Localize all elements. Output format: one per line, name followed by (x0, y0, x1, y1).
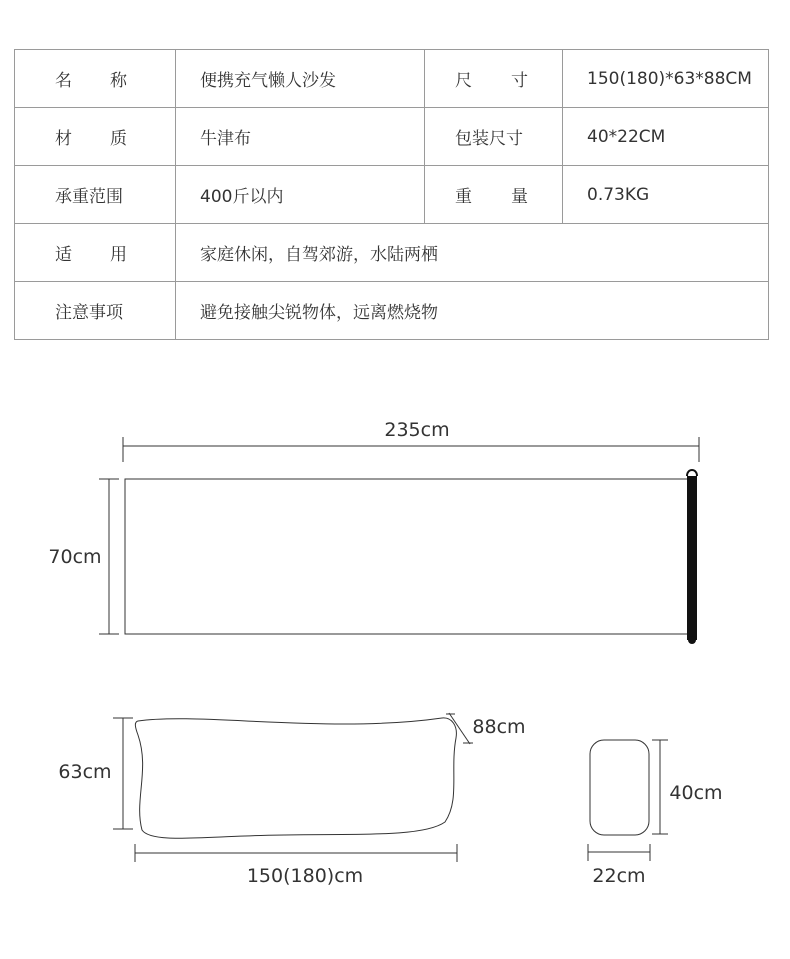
label-char: 重 (455, 187, 472, 207)
label-char: 名 (55, 71, 72, 91)
label-char: 用 (110, 245, 127, 265)
packed-view (588, 740, 668, 861)
label-text: 包装尺寸 (455, 129, 523, 149)
inflated-height-label: 63cm (58, 761, 112, 783)
label-text: 注意事项 (55, 303, 123, 323)
roll-clip-bar (687, 476, 697, 640)
row-value-notes: 避免接触尖锐物体，远离燃烧物 (176, 282, 769, 340)
roll-clip (687, 470, 697, 644)
clip-buckle-bottom (688, 636, 696, 644)
packed-bag-outline (590, 740, 649, 835)
inflated-sofa-outline (135, 718, 456, 838)
row-value-size: 150(180)*63*88CM (563, 50, 769, 108)
label-char: 量 (511, 187, 528, 207)
flat-width-label: 70cm (48, 546, 102, 568)
inflated-length-label: 150(180)cm (246, 865, 364, 887)
dimension-line-depth (449, 713, 470, 744)
flat-view (99, 437, 699, 634)
row-value-name: 便携充气懒人沙发 (176, 50, 425, 108)
inflated-view (113, 713, 473, 862)
label-char: 尺 (455, 71, 472, 91)
row-value-package: 40*22CM (563, 108, 769, 166)
label-text: 承重范围 (55, 187, 123, 207)
row-value-usage: 家庭休闲，自驾郊游，水陆两栖 (176, 224, 769, 282)
label-char: 适 (55, 245, 72, 265)
label-char: 材 (55, 129, 72, 149)
clip-buckle-top (687, 470, 697, 476)
label-char: 寸 (511, 71, 528, 91)
flat-length-label: 235cm (384, 419, 450, 441)
row-value-load: 400斤以内 (176, 166, 425, 224)
flat-sofa-outline (125, 479, 688, 634)
packed-width-label: 22cm (592, 865, 646, 887)
row-value-weight: 0.73KG (563, 166, 769, 224)
label-char: 质 (110, 129, 127, 149)
inflated-depth-label: 88cm (472, 716, 526, 738)
packed-height-label: 40cm (669, 782, 723, 804)
label-char: 称 (110, 71, 127, 91)
row-value-material: 牛津布 (176, 108, 425, 166)
